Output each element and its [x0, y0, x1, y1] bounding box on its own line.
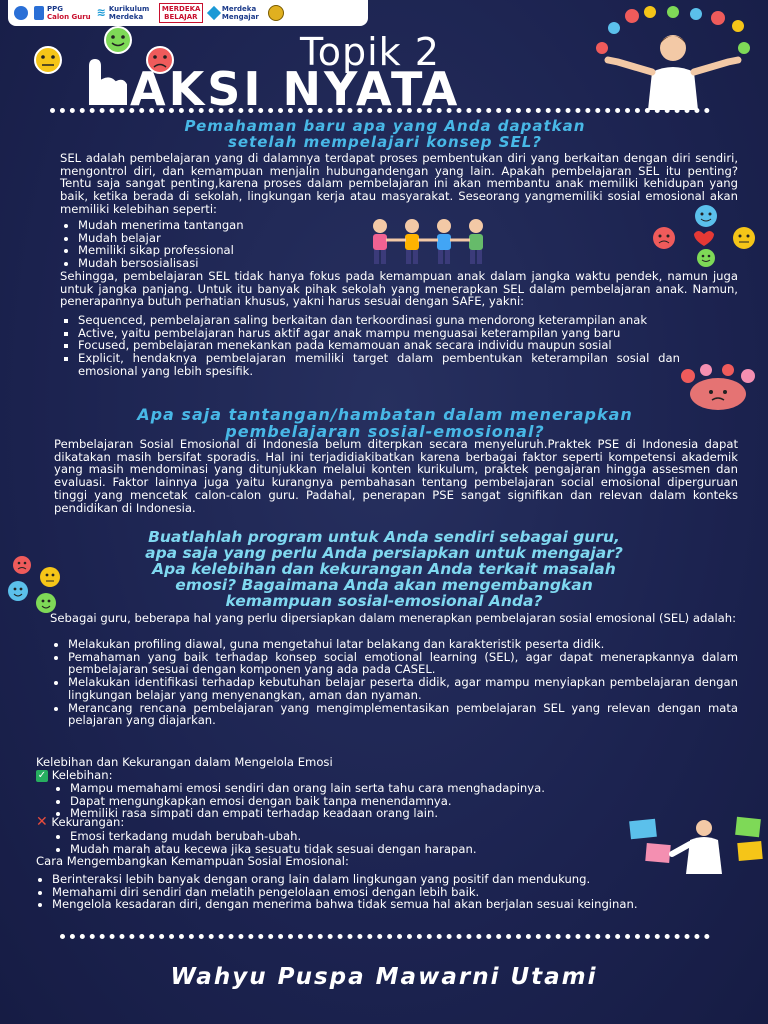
list-item: • Mampu memahami emosi sendiri dan orang lain serta tahu cara menghadapinya.	[70, 782, 732, 795]
list-item: • Merancang rencana pembelajaran yang mengimplementasikan pembelajaran SEL yang relevan dengan mata pelajaran yang diajarkan.	[68, 702, 738, 727]
logo-merdeka-mengajar: Merdeka Mengajar	[209, 5, 262, 21]
person-notes-illustration	[626, 814, 766, 874]
list-item: • Memiliki rasa simpati dan empati terhadap keadaan orang lain.	[70, 807, 732, 820]
list-item: • Mengelola kesadaran diri, dengan menerima bahwa tidak semua hal akan berjalan sesuai keinginan.	[52, 898, 728, 911]
list-item: • Emosi terkadang mudah berubah-ubah.	[70, 830, 632, 843]
list-item: • Dapat mengungkapkan emosi dengan baik tanpa menendamnya.	[70, 795, 732, 808]
list-item: • Memahami diri sendiri dan melatih pengelolaan emosi dengan lebih baik.	[52, 886, 728, 899]
topic-label: Topik 2	[300, 30, 440, 74]
list-item: ▪ Focused, pembelajaran menekankan pada kemamouan anak secara individu maupun sosial	[78, 339, 680, 352]
page-title: AKSI NYATA	[130, 62, 461, 116]
list-item: • Melakukan identifikasi terhadap kebutuhan belajar peserta didik, agar mampu menyiapkan pembelajaran dengan lingkungan belajar yang menyenangkan, aman dan nyaman.	[68, 676, 738, 701]
list-item: • Pemahaman yang baik terhadap konsep social emotional learning (SEL), agar dapat menerapkannya dalam pembelajaran sesuai dengan komponen yang ada pada CASEL.	[68, 651, 738, 676]
children-illustration	[360, 216, 510, 268]
strengths-heading: Kelebihan dan Kekurangan dalam Mengelola Emosi	[36, 755, 333, 769]
develop-heading: Cara Mengembangkan Kemampuan Sosial Emosional:	[36, 854, 349, 868]
list-item: ▪ Active, yaitu pembelajaran harus aktif agar anak mampu menguasai keterampilan yang baru	[78, 327, 680, 340]
safe-list	[60, 314, 680, 378]
question-2: Apa saja tantangan/hambatan dalam menerapkan pembelajaran sosial-emosional?	[137, 405, 633, 441]
section1-intro: SEL adalah pembelajaran yang di dalamnya terdapat proses pembentukan diri yang berkaitan dengan diri sendiri, mengontrol diri, dan kemampuan menjalin hubungandengan yang lain. Apakah pembelajaran SEL itu penting? Tentu saja sangat penting,karena proses dalam pembelajaran ini akan membantu anak memiliki kehidupan yang baik, ketika berada di sekolah, lingkungan kerja atau masyarakat. Seseorang yangmemiliki sosial emosional akan memiliki kelebihan seperti:	[60, 151, 738, 216]
strengths-label-row: ✓ Kelebihan:	[37, 768, 113, 782]
prep-list	[50, 638, 738, 727]
weak-label-row: ✕ Kekurangan:	[36, 814, 125, 831]
check-icon: ✓	[37, 769, 47, 781]
logo-merdeka-belajar: MERDEKA BELAJAR	[159, 3, 203, 23]
list-item: • Memiliki sikap professional	[78, 244, 360, 257]
logo-ppg: PPG Calon Guru	[34, 5, 91, 21]
list-item: • Mudah bersosialisasi	[78, 257, 360, 270]
emoji-cluster-illustration	[2, 555, 74, 615]
logo-kurikulum-merdeka: ≋ Kurikulum Merdeka	[96, 5, 150, 21]
section3-intro: Sebagai guru, beberapa hal yang perlu dipersiapkan dalam menerapkan pembelajaran sosial emosional (SEL) adalah:	[50, 611, 737, 625]
benefits-list	[60, 219, 360, 270]
divider-top	[50, 108, 710, 113]
emotion-faces-illustration	[644, 204, 762, 268]
list-item: ▪ Sequenced, pembelajaran saling berkaitan dan terkoordinasi guna mendorong keterampilan anak	[78, 314, 680, 327]
question-3: Buatlahlah program untuk Anda sendiri sebagai guru, apa saja yang perlu Anda persiapkan untuk mengajar? Apa kelebihan dan kekurangan Anda terkait masalah emosi? Bagaimana Anda akan mengembangkan kemampuan sosial-emosional Anda?	[145, 528, 623, 610]
logo-bar	[8, 0, 368, 26]
author-name: Wahyu Puspa Mawarni Utami	[170, 964, 598, 990]
list-item: • Mudah menerima tantangan	[78, 219, 360, 232]
divider-bottom	[60, 934, 710, 939]
develop-list	[34, 873, 728, 911]
question-1: Pemahaman baru apa yang Anda dapatkan setelah mempelajari konsep SEL?	[184, 117, 586, 151]
list-item: • Melakukan profiling diawal, guna mengetahui latar belakang dan karakteristik peserta didik.	[68, 638, 738, 651]
list-item: • Berinteraksi lebih banyak dengan orang lain dalam lingkungan yang positif dan mendukung.	[52, 873, 728, 886]
logo-tut-wuri	[14, 6, 28, 20]
list-item: • Mudah marah atau kecewa jika sesuatu tidak sesuai dengan harapan.	[70, 843, 632, 856]
list-item: ▪ Explicit, hendaknya pembelajaran memiliki target dalam pembentukan keterampilan sosial dan emosional yang lebih spesifik.	[78, 352, 680, 377]
section2-body: Pembelajaran Sosial Emosional di Indonesia belum diterpkan secara menyeluruh.Praktek PSE di Indonesia dapat dikatakan masih bersifat sporadis. Hal ini terjadidiakibatkan karena berbagai faktor seperti kompetensi akademik yang masih mendominasi yang ditunjukkan melalui konten kurikulum, praktek pengajaran hingga assesmen dan evaluasi. Faktor lainnya juga yaitu kurangnya pembahasan tentang pembelajaran social emosional diperguruan tinggi yang mencetak calon-calon guru. Padahal, penerapan PSE sangat signifikan dan relevan dalam konteks pendidikan di Indonesia.	[54, 437, 738, 515]
logo-university-seal	[268, 5, 284, 21]
section1-para2: Sehingga, pembelajaran SEL tidak hanya fokus pada kemampuan anak dalam jangka waktu pendek, namun juga untuk jangka panjang. Untuk itu banyak pihak sekolah yang menerapkan SEL dalam pembelajaran anak. Namun, penerapannya butuh perhatian khusus, yakni harus sesuai dengan SAFE, yakni:	[60, 269, 738, 309]
list-item: • Mudah belajar	[78, 232, 360, 245]
weaknesses-list	[52, 830, 632, 855]
cross-icon: ✕	[36, 814, 48, 831]
